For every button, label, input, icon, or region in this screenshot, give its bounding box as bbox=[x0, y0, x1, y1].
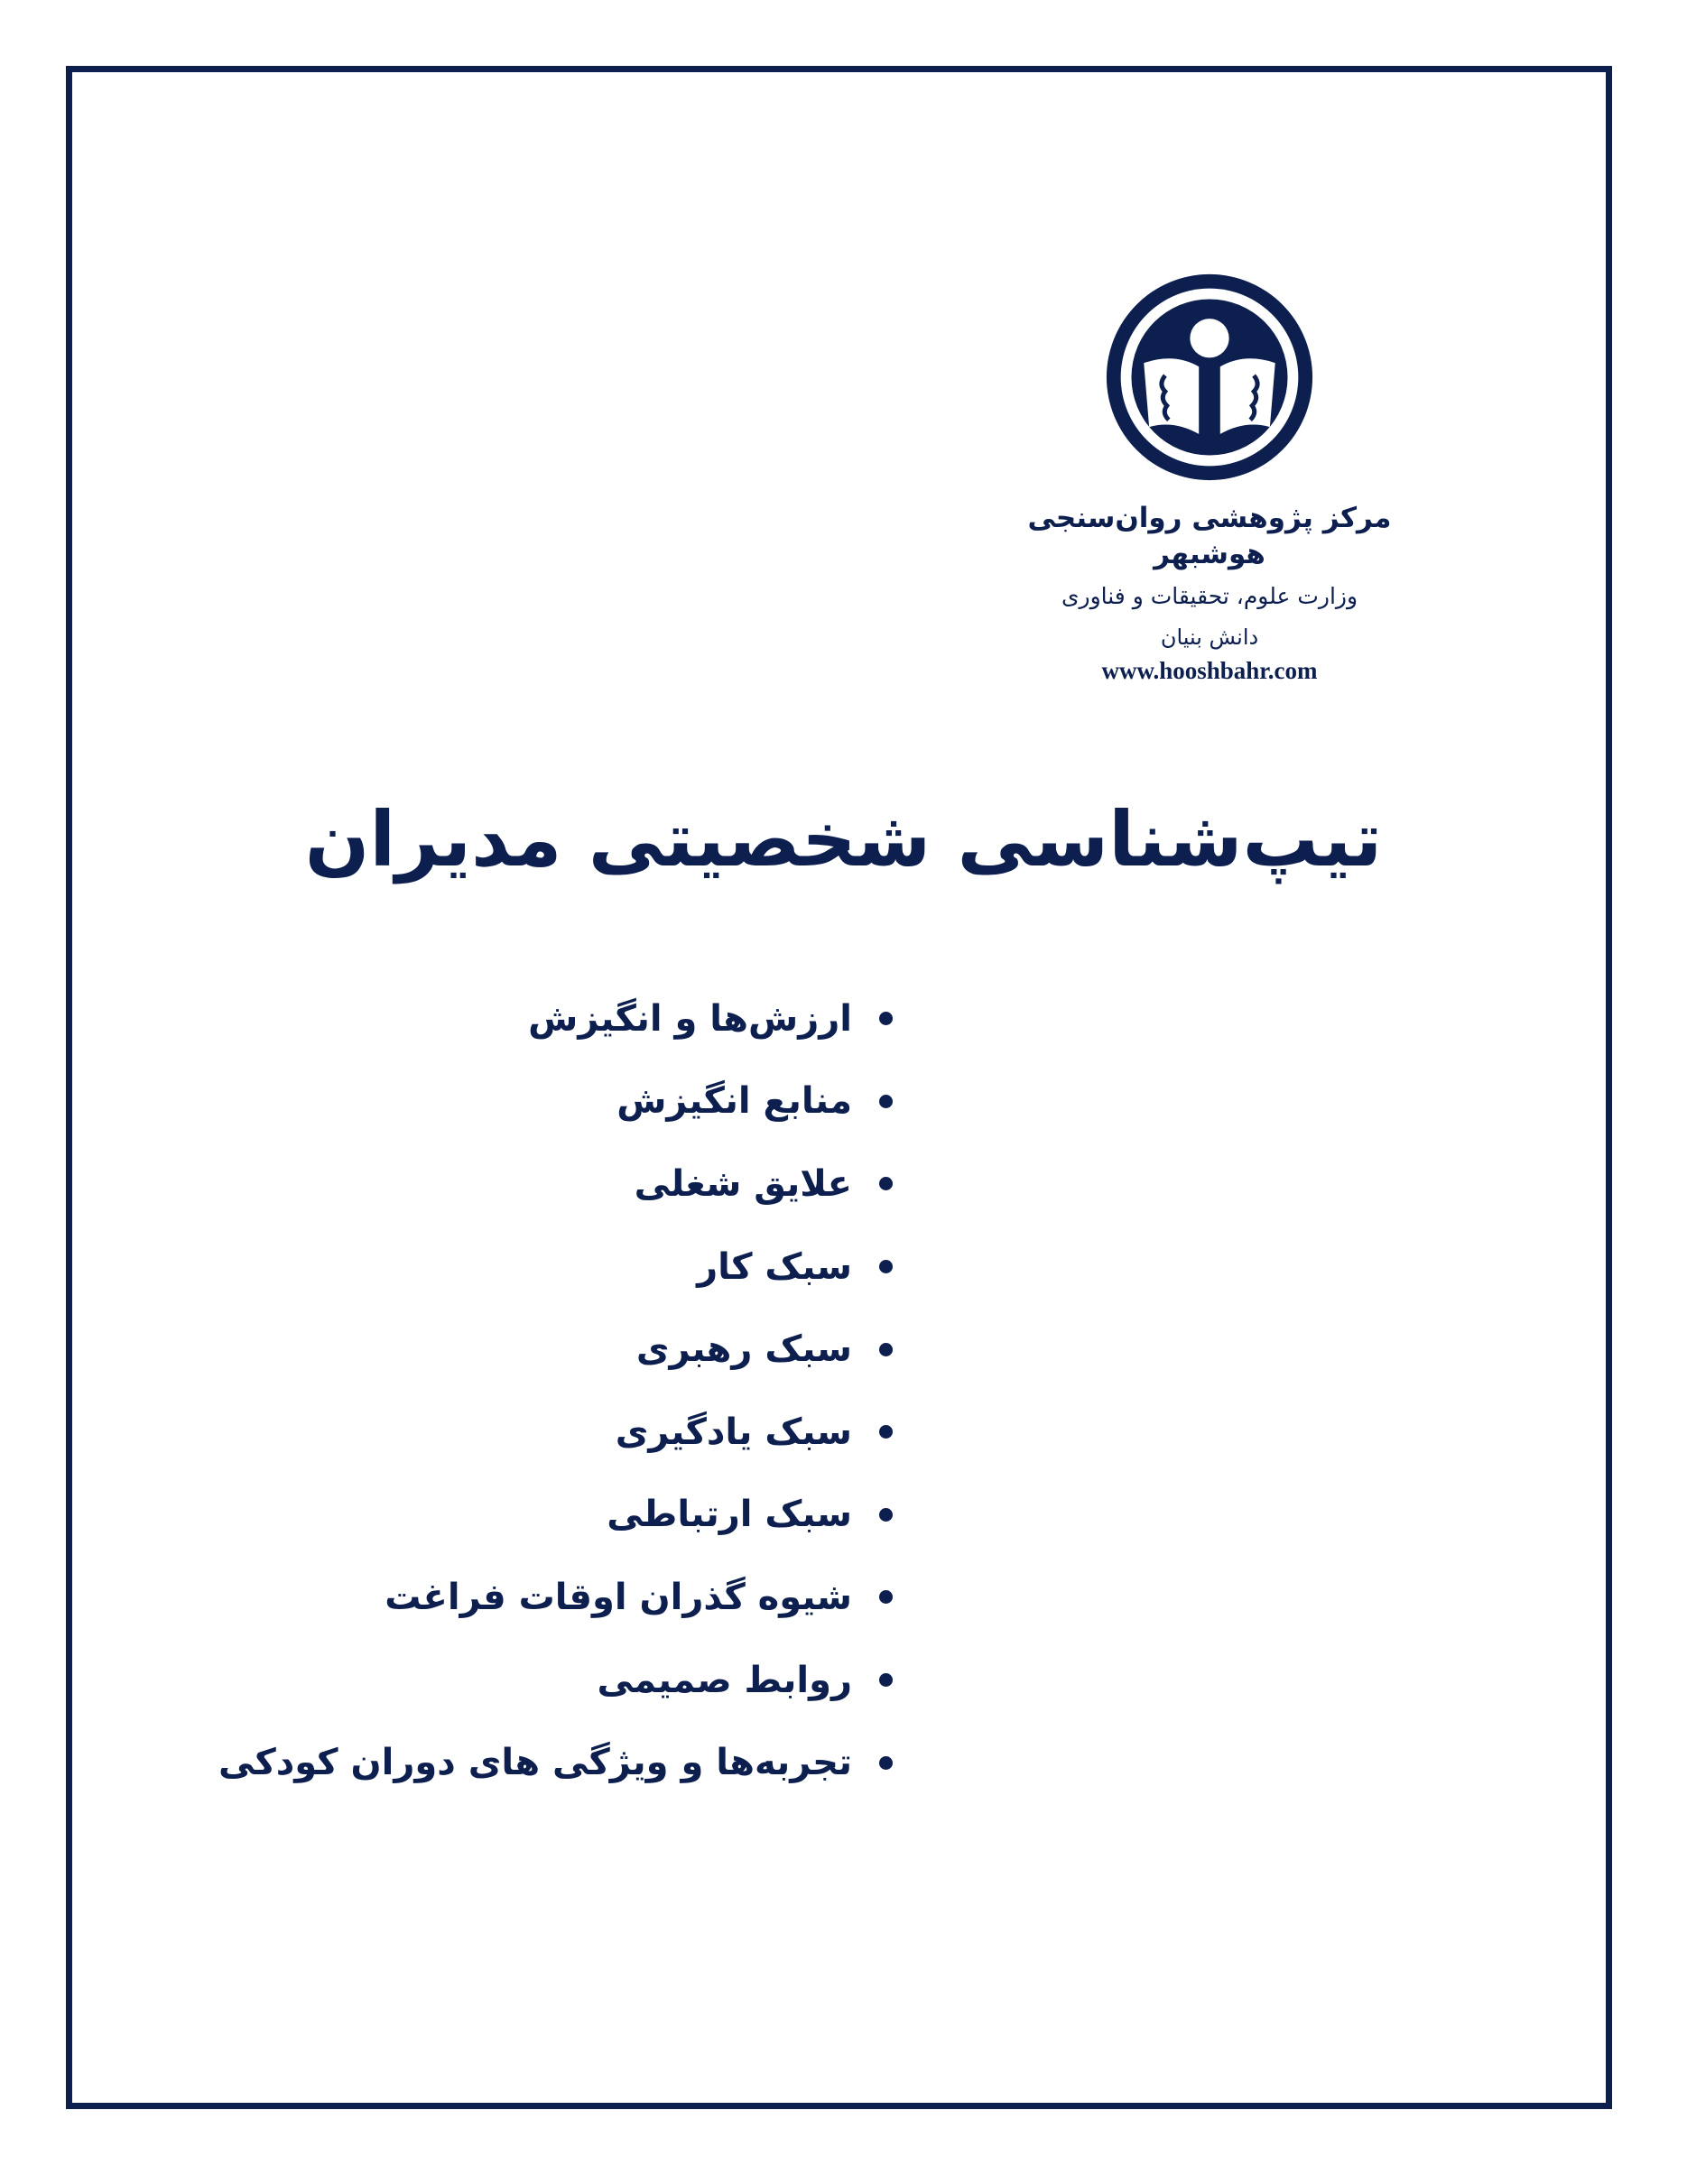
organization-header bbox=[975, 271, 1444, 685]
topic-item bbox=[218, 1060, 893, 1143]
bullet-icon bbox=[879, 1343, 893, 1356]
topic-item bbox=[218, 1639, 893, 1722]
organization-ministry: وزارت علوم، تحقیقات و فناوری bbox=[1061, 582, 1358, 609]
topic-label: ارزش‌ها و انگیزش bbox=[528, 997, 852, 1040]
bullet-icon bbox=[879, 1756, 893, 1770]
organization-type: دانش بنیان bbox=[1160, 625, 1259, 651]
bullet-icon bbox=[879, 1012, 893, 1025]
topic-label: شیوه گذران اوقات فراغت bbox=[385, 1576, 852, 1618]
bullet-icon bbox=[879, 1673, 893, 1687]
topic-item bbox=[218, 1474, 893, 1557]
bullet-icon bbox=[879, 1177, 893, 1190]
organization-emblem-icon bbox=[1103, 271, 1316, 484]
topic-label: سبک ارتباطی bbox=[607, 1494, 852, 1536]
topic-label: سبک کار bbox=[697, 1245, 852, 1288]
bullet-icon bbox=[879, 1590, 893, 1604]
topic-label: منابع انگیزش bbox=[616, 1080, 852, 1123]
topic-item bbox=[218, 1391, 893, 1474]
topic-label: سبک یادگیری bbox=[615, 1411, 852, 1453]
bullet-icon bbox=[879, 1508, 893, 1522]
topic-label: روابط صمیمی bbox=[597, 1659, 852, 1701]
topic-item bbox=[218, 1226, 893, 1309]
document-title: تیپ‌شناسی شخصیتی مدیران bbox=[304, 795, 1383, 884]
bullet-icon bbox=[879, 1095, 893, 1108]
bullet-icon bbox=[879, 1425, 893, 1439]
topic-item bbox=[218, 1143, 893, 1226]
topic-label: تجربه‌ها و ویژگی های دوران کودکی bbox=[218, 1742, 852, 1784]
topic-item bbox=[218, 977, 893, 1060]
topic-item bbox=[218, 1721, 893, 1804]
topic-item bbox=[218, 1556, 893, 1639]
organization-name: مرکز پژوهشی روان‌سنجی هوشبهر bbox=[1027, 502, 1392, 571]
topic-label: علایق شغلی bbox=[634, 1162, 852, 1205]
topic-item bbox=[218, 1308, 893, 1391]
topic-list bbox=[218, 977, 893, 1804]
website-address: www.hooshbahr.com bbox=[1101, 657, 1318, 685]
topic-label: سبک رهبری bbox=[635, 1328, 852, 1371]
bullet-icon bbox=[879, 1260, 893, 1273]
